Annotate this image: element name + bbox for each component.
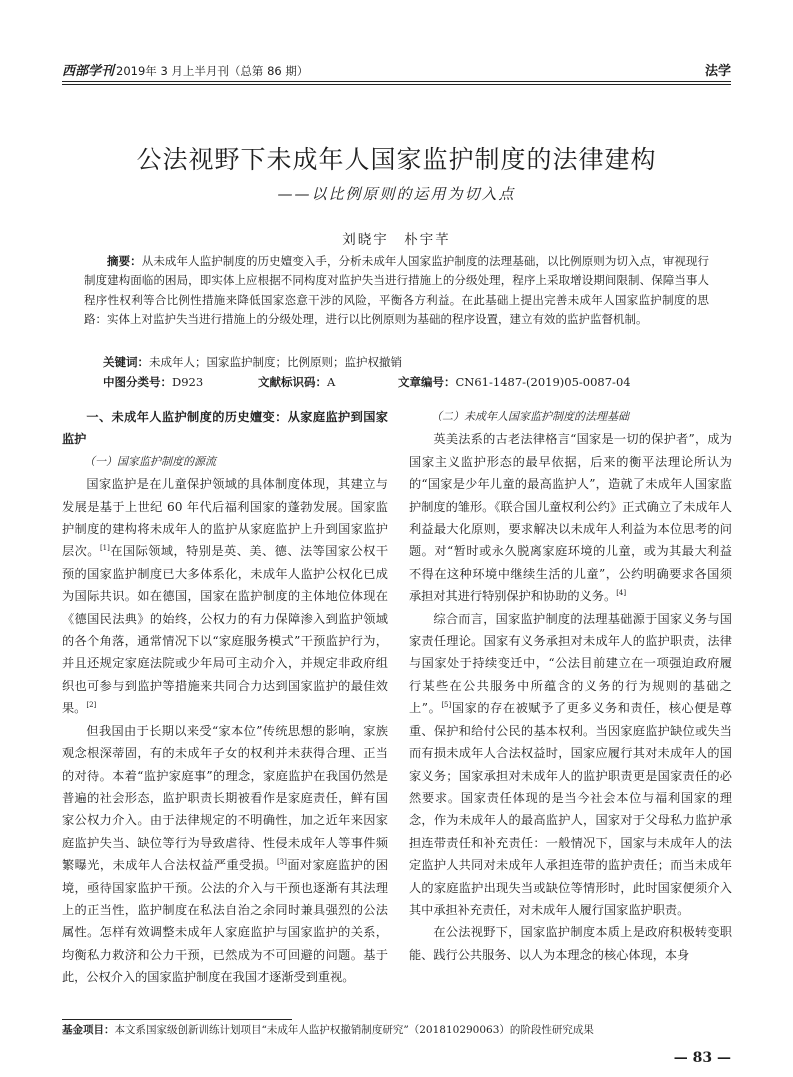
- paragraph-text: 在国际领域，特别是英、美、德、法等国家公权干预的国家监护制度已大多体系化，未成年人监护公权化已成为国际共识。如在德国，国家在监护制度的主体地位体现在《德国民法典》的始终，公权力的有力保障渗入到监护领域的各个角落，通常情况下以“家庭服务模式”干预监护行为，并且还规定家庭法院或少年局可主动介入，并规定非政府组织也可参与到监护等措施来共同合力达到国家监护的最佳效果。: [62, 544, 389, 716]
- abstract-text: 从未成年人监护制度的历史嬗变入手，分析未成年人国家监护制度的法理基础，以比例原则为切入点，审视现行制度建构面临的困局，即实体上应根据不同构度对监护失当进行措施上的分级处理，程序上采取增设期间限制、保障当事人程序性权利等合比例性措施来降低国家恣意干涉的风险，平衡各方利益。在此基础上提出完善未成年人国家监护制度的思路：实体上对监护失当进行措施上的分级处理，进行以比例原则为基础的程序设置，建立有效的监护监督机制。: [84, 254, 710, 326]
- header-left: [62, 60, 308, 79]
- citation-ref[interactable]: [4]: [616, 589, 627, 598]
- article-number: [398, 374, 631, 390]
- paragraph-text: 在公法视野下，国家监护制度本质上是政府积极转变职能、践行公共服务、以人为本理念的核心体现，本身: [409, 925, 732, 962]
- paragraph-text: 但我国由于长期以来受“家本位”传统思想的影响，家族观念根深蒂固，有的未成年子女的权利并未获得合理、正当的对待。本着“监护家庭事”的理念，家庭监护在我国仍然是普遍的社会形态，监护职责长期被看作是家庭责任，鲜有国家公权力介入。由于法律规定的不明确性，加之近年来因家庭监护失当、缺位等行为导致虐待、性侵未成年人等事件频繁曝光，未成年人合法权益严重受损。: [62, 723, 388, 873]
- doc-code: [258, 374, 335, 390]
- header-rule-thin: [62, 84, 731, 85]
- footnote-text: 本文系国家级创新训练计划项目“未成年人监护权撤销制度研究”（201810290063）的阶段性研究成果: [114, 1024, 594, 1036]
- footnote-rule: [62, 1019, 292, 1020]
- article-number-label: 文章编号：: [398, 375, 456, 389]
- issue-info: 2019年 3 月上半月刊（总第 86 期）: [116, 64, 309, 78]
- keywords: [103, 354, 402, 370]
- footnote-label: 基金项目：: [62, 1024, 115, 1036]
- paragraph-text: 综合而言，国家监护制度的法理基础源于国家义务与国家责任理论。国家有义务承担对未成年人的监护职责，法律与国家处于持续变迁中，“公法目前建立在一项强迫政府履行某些在公共服务中所蕴含的义务的行为规则的基础之上”。: [409, 611, 732, 716]
- right-column: [409, 406, 732, 966]
- clc-value: D923: [172, 375, 204, 389]
- paragraph: [62, 720, 388, 989]
- citation-ref[interactable]: [1]: [99, 544, 110, 553]
- article-subtitle: ——以比例原则的运用为切入点: [277, 185, 516, 203]
- keywords-text: 未成年人；国家监护制度；比例原则；监护权撤销: [149, 355, 402, 369]
- subsection-heading-2: （二）未成年人国家监护制度的法理基础: [431, 410, 629, 423]
- clc-label: 中图分类号：: [103, 375, 172, 389]
- paragraph: [409, 921, 732, 966]
- header-rule-thick: [62, 81, 731, 82]
- section-heading-1: 一、未成年人监护制度的历史嬗变：从家庭监护到国家监护: [62, 410, 388, 447]
- paragraph: [409, 608, 732, 922]
- paragraph: [409, 428, 732, 607]
- paragraph-text: 英美法系的古老法律格言“国家是一切的保护者”，成为国家主义监护形态的最早依据，后来的衡平法理论所认为的“国家是少年儿童的最高监护人”，造就了未成年人国家监护制度的雏形。《联合国儿童权利公约》正式确立了未成年人利益最大化原则，要求解决以未成年人利益为本位思考的问题。对“暂时或永久脱离家庭环境的儿童，或为其最大利益不得在这种环境中继续生活的儿童”，公约明确要求各国须承担对其进行特别保护和协助的义务。: [409, 432, 732, 604]
- clc-code: [103, 374, 203, 390]
- abstract-label: 摘要：: [107, 254, 142, 268]
- citation-ref[interactable]: [2]: [86, 701, 97, 710]
- article-meta: [103, 374, 723, 390]
- abstract: [84, 252, 709, 329]
- paragraph: [62, 473, 388, 719]
- paragraph-text: 面对家庭监护的困境，亟待国家监护干预。公法的介入与干预也逐渐有其法理上的正当性，监护制度在私法自治之余同时兼具强烈的公法属性。怎样有效调整未成年人家庭监护与国家监护的关系，均衡私力救济和公力干预，已然成为不可回避的问题。基于此，公权介入的国家监护制度在我国才逐渐受到重视。: [62, 858, 389, 985]
- doc-label: 文献标识码：: [258, 375, 327, 389]
- keywords-label: 关键词：: [103, 355, 149, 369]
- section-name: 法学: [704, 64, 731, 79]
- doc-value: A: [327, 375, 336, 389]
- left-column: [62, 406, 388, 989]
- article-number-value: CN61-1487-(2019)05-0087-04: [455, 375, 631, 389]
- article-title: 公法视野下未成年人国家监护制度的法律建构: [136, 145, 657, 174]
- paragraph-text: 国家监护是在儿童保护领域的具体制度体现，其建立与发展是基于上世纪 60 年代后福利国家的蓬勃发展。国家监护制度的建构将未成年人的监护从家庭监护上升到国家监护层次。: [62, 477, 388, 559]
- footnote: [62, 1022, 731, 1037]
- subsection-heading-1: （一）国家监护制度的源流: [84, 454, 216, 468]
- article-authors: 刘晓宇 朴宇芊: [342, 232, 451, 248]
- page-number: — 83 —: [673, 1050, 731, 1066]
- citation-ref[interactable]: [5]: [441, 701, 452, 710]
- running-header: [62, 58, 731, 78]
- citation-ref[interactable]: [3]: [276, 858, 287, 867]
- journal-name: 西部学刊: [62, 64, 115, 79]
- paragraph-text: 国家的存在被赋予了更多义务和责任，核心便是尊重、保护和给付公民的基本权利。当因家庭监护缺位或失当而有损未成年人合法权益时，国家应履行其对未成年人的国家义务；国家承担对未成年人的监护职责更是国家责任的必然要求。国家责任体现的是当今社会本位与福利国家的理念，作为未成年人的最高监护人，国家对于父母私力监护承担连带责任和补充责任：一般情况下，国家与未成年人的法定监护人共同对未成年人承担连带的监护责任；而当未成年人的家庭监护出现失当或缺位等情形时，此时国家便须介入其中承担补充责任，对未成年人履行国家监护职责。: [409, 701, 732, 917]
